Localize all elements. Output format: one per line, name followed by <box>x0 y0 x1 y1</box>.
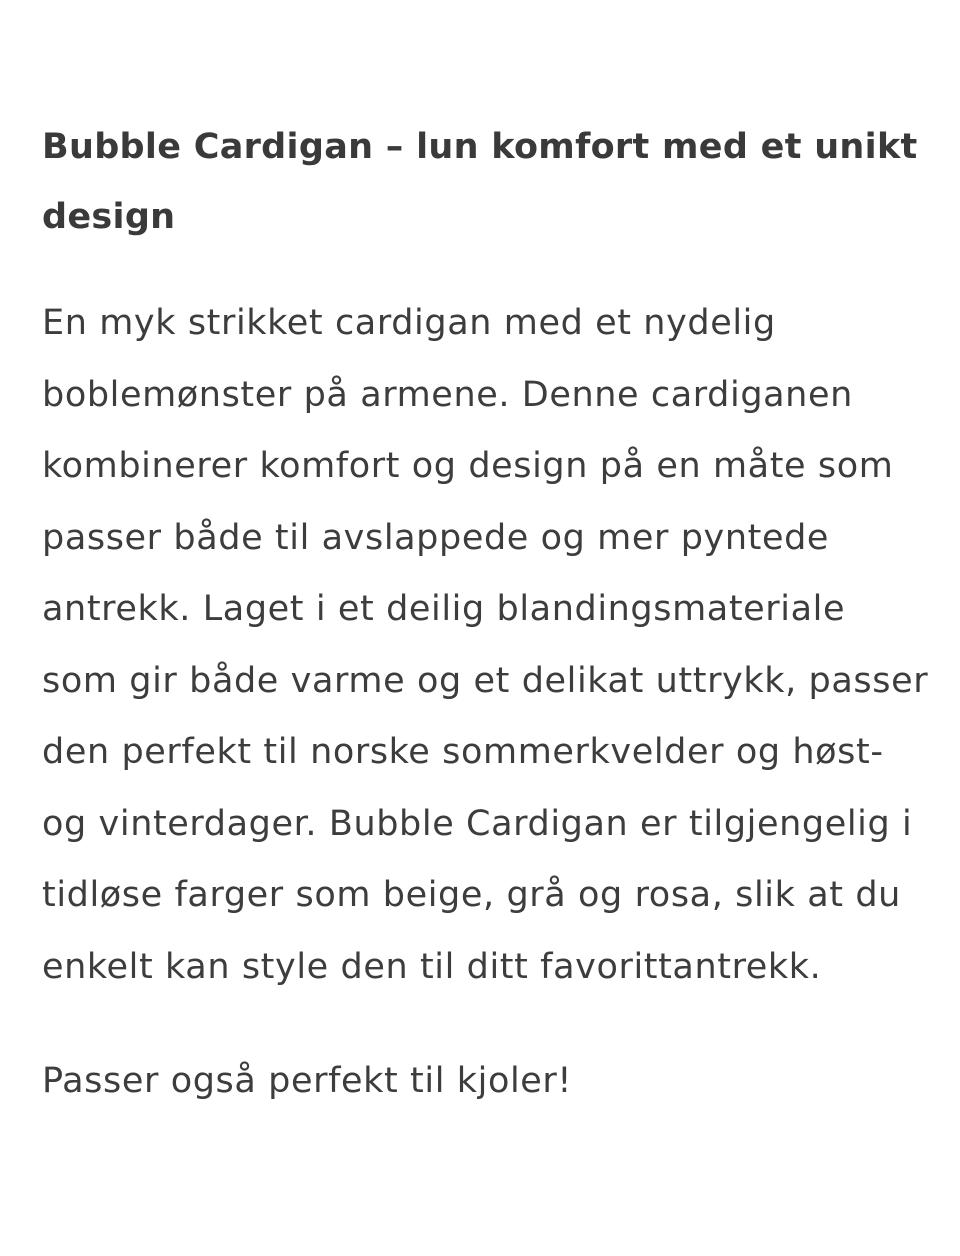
description-heading: Bubble Cardigan – lun komfort med et unikt design <box>42 127 918 237</box>
description-note: Passer også perfekt til kjoler! <box>42 1061 573 1101</box>
description-paragraph: En myk strikket cardigan med et nydelig boblemønster på armene. Denne cardiganen kombinerer komfort og design på en måte som passer både til avslappede og mer pyntede antrekk. Laget i et deilig blandingsmateriale som gir både varme og et delikat uttrykk, passer den perfekt til norske sommerkvelder og høst- og vinterdager. Bubble Cardigan er tilgjengelig i tidløse farger som beige, grå og rosa, slik at du enkelt kan style den til ditt favorittantrekk. <box>42 303 929 987</box>
cut-off-next-line <box>42 1232 342 1256</box>
product-description <box>42 112 932 1118</box>
